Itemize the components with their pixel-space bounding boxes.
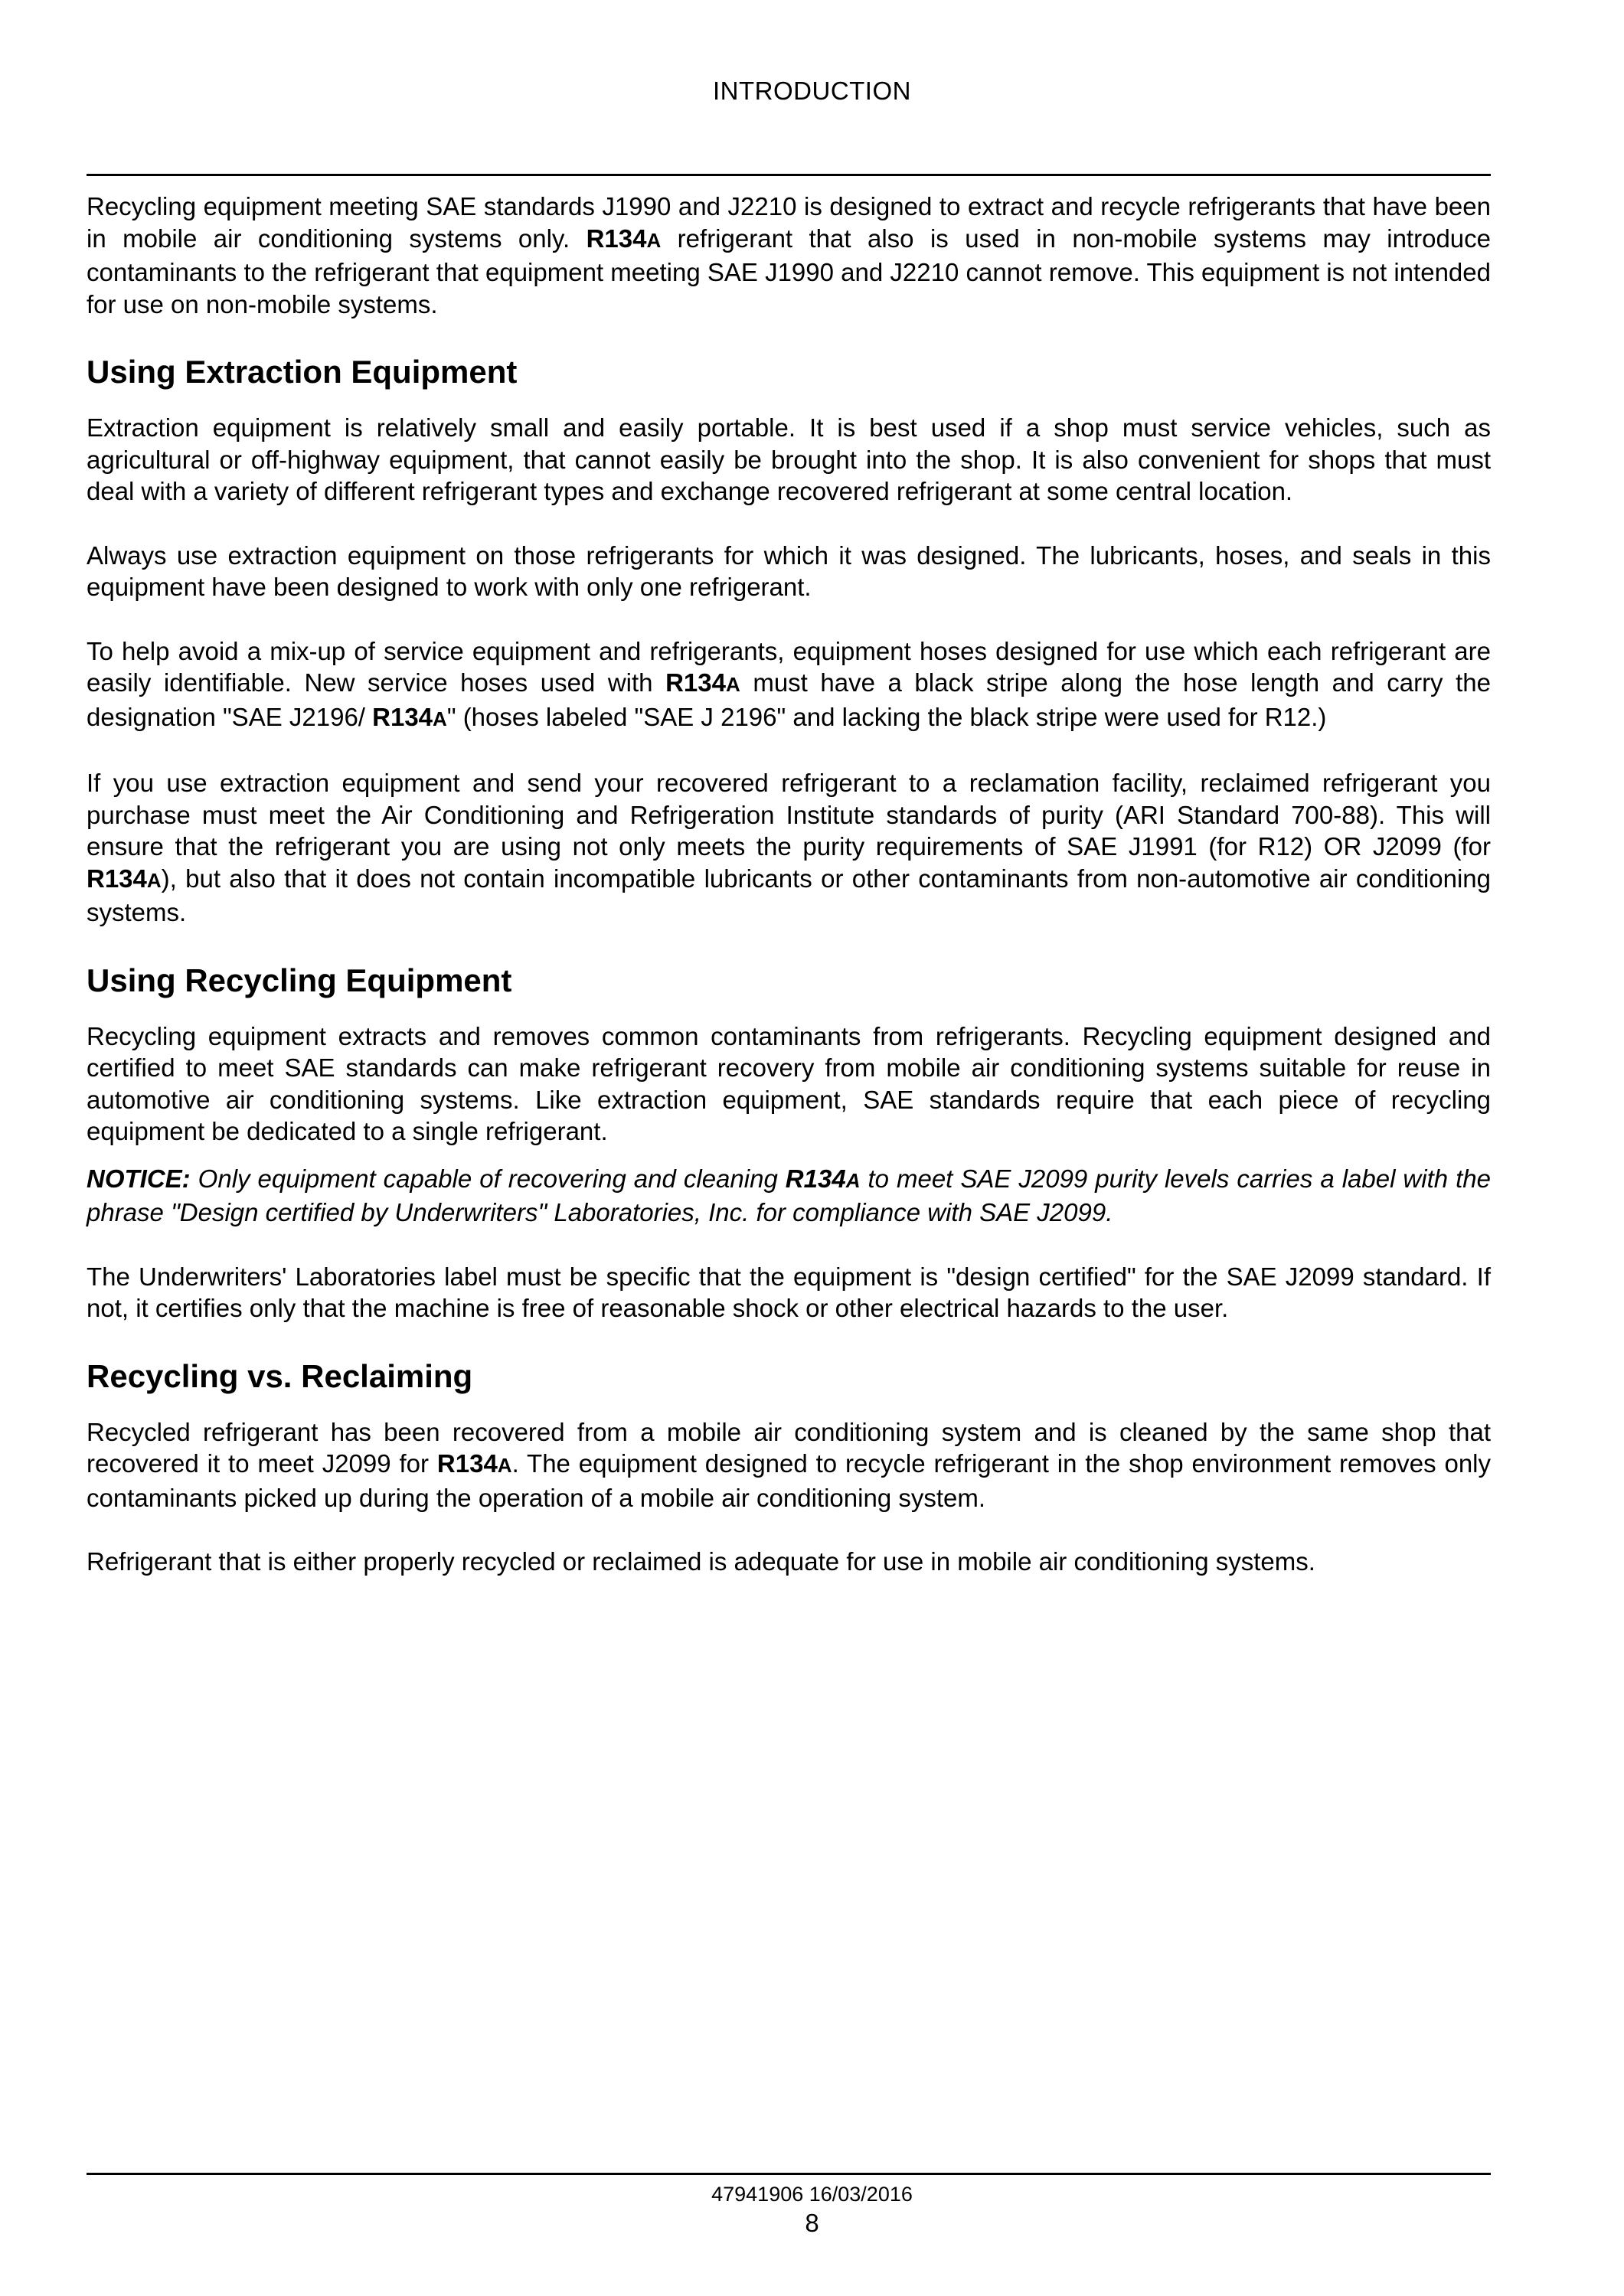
paragraph-extraction-designed: Always use extraction equipment on those refrigerants for which it was designed. The lubricants, hoses, and seals in this equipment have been designed to work with only one refrigerant. — [87, 541, 1491, 601]
refrigerant-label: R134A — [586, 224, 662, 253]
heading-using-recycling-equipment: Using Recycling Equipment — [87, 962, 512, 998]
paragraph-recycling-equipment: Recycling equipment extracts and removes common contaminants from refrigerants. Recycling equipment designed and certified to meet SAE standards can make refrigerant recovery from mobile air conditioning systems suitable for reuse in automotive air conditioning systems. Like extraction equipment, SAE standards require that each piece of recycling equipment be dedicated to a single refrigerant. — [87, 1021, 1491, 1145]
paragraph-ul-label: The Underwriters' Laboratories label must be specific that the equipment is "design certified" for the SAE J2099 standard. If not, it certifies only that the machine is free of reasonable shock or other electrical hazards to the user. — [87, 1262, 1491, 1322]
refrigerant-label: R134A — [87, 864, 162, 893]
paragraph-intro: Recycling equipment meeting SAE standards J1990 and J2210 is designed to extract and recycle refrigerants that have been in mobile air conditioning systems only. R134A refrigerant that also is used in non-mobile systems may introduce contaminants to the refrigerant that equipment meeting SAE J1990 and J2210 cannot remove. This equipment is not intended for use on non-mobile systems. — [87, 192, 1492, 318]
notice-paragraph: NOTICE: Only equipment capable of recovering and cleaning R134A to meet SAE J2099 purity levels carries a label with the phrase "Design certified by Underwriters" Laboratories, Inc. for compliance with SAE J2099. — [87, 1164, 1491, 1226]
refrigerant-label: R134A — [665, 668, 740, 697]
paragraph-extraction-portable: Extraction equipment is relatively small and easily portable. It is best used if a shop must service vehicles, such as agricultural or off-highway equipment, that cannot easily be brought into the shop. It is also convenient for shops that must deal with a variety of different refrigerant types and exchange recovered refrigerant at some central location. — [87, 413, 1491, 505]
footer-rule — [87, 2173, 1491, 2175]
page-header-title: INTRODUCTION — [713, 77, 911, 105]
paragraph-reclamation-facility: If you use extraction equipment and send your recovered refrigerant to a reclamation facility, reclaimed refrigerant you purchase must meet the Air Conditioning and Refrigeration Institute standards of purity (ARI Standard 700-88). This will ensure that the refrigerant you are using not only meets the purity requirements of SAE J1991 (for R12) OR J2099 (for R134A), but also that it does not contain incompatible lubricants or other contaminants from non-automotive air conditioning systems. — [87, 769, 1491, 926]
paragraph-service-hoses: To help avoid a mix-up of service equipment and refrigerants, equipment hoses designed for use which each refrigerant are easily identifiable. New service hoses used with R134A must have a black stripe along the hose length and carry the designation "SAE J2196/ R134A" (hoses labeled "SAE J 2196" and lacking the black stripe were used for R12.) — [87, 636, 1491, 731]
notice-label: NOTICE: — [87, 1164, 191, 1193]
footer-page-number: 8 — [805, 2209, 819, 2237]
heading-recycling-vs-reclaiming: Recycling vs. Reclaiming — [87, 1357, 473, 1394]
footer-document-id: 47941906 16/03/2016 — [711, 2183, 913, 2206]
refrigerant-label: R134A — [372, 702, 447, 731]
paragraph-adequate-use: Refrigerant that is either properly recycled or reclaimed is adequate for use in mobile air conditioning systems. — [87, 1547, 1315, 1576]
refrigerant-label: R134A — [436, 1449, 512, 1478]
page-content — [87, 191, 1491, 1610]
paragraph-recycled-refrigerant: Recycled refrigerant has been recovered from a mobile air conditioning system and is cleaned by the same shop that recovered it to meet J2099 for R134A. The equipment designed to recycle refrigerant in the shop environment removes only contaminants picked up during the operation of a mobile air conditioning system. — [87, 1417, 1491, 1512]
header-rule — [87, 174, 1491, 176]
heading-using-extraction-equipment: Using Extraction Equipment — [87, 354, 518, 390]
refrigerant-label: R134A — [785, 1164, 861, 1193]
